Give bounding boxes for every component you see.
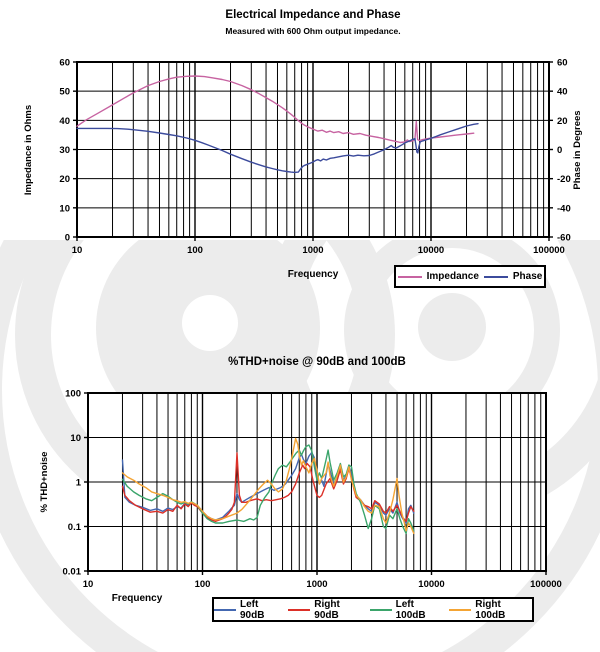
y-tick-label: 0.1 [67,522,81,533]
chart1-legend [394,265,546,288]
x-tick-label: 1000 [306,579,328,590]
chart2-x-axis-title: Frequency [111,593,163,604]
chart2-y-axis-title: % THD+noise [39,451,50,513]
left-90db-legend-label: Left 90dB [240,598,265,621]
y-tick-label: 10 [70,433,81,444]
x-tick-label: 100000 [533,245,565,256]
chart1-y-right-axis-title: Phase in Degrees [572,110,583,190]
y-right-tick-label: 20 [557,115,568,127]
phase-legend-swatch [484,276,508,278]
chart2-legend [212,597,534,622]
y-tick-label: 1 [75,477,81,489]
y-right-tick-label: -20 [557,174,571,186]
chart1-x-axis-title: Frequency [287,269,339,280]
x-tick-label: 10000 [418,579,445,590]
x-tick-label: 100000 [530,579,562,590]
y-tick-label: 10 [59,203,70,215]
chart1-title: Electrical Impedance and Phase [225,9,401,21]
left-100db-legend-swatch [370,609,392,611]
y-right-tick-label: -40 [557,203,571,215]
x-tick-label: 1000 [302,245,324,256]
y-tick-label: 0 [64,232,70,244]
chart1-subtitle: Measured with 600 Ohm output impedance. [225,26,401,36]
y-right-tick-label: 40 [557,86,568,98]
chart1-y-left-axis-title: Impedance in Ohms [23,104,34,196]
y-tick-label: 100 [65,388,81,400]
x-tick-label: 10 [82,579,94,590]
phase-legend-label: Phase [512,271,543,282]
chart2-title: %THD+noise @ 90dB and 100dB [228,356,406,368]
left-100db-legend-label: Left 100dB [395,598,426,621]
y-tick-label: 60 [59,57,70,69]
right-90db-legend-swatch [288,609,310,611]
x-tick-label: 10000 [417,245,445,256]
impedance-legend-label: Impedance [426,271,479,282]
right-100db-legend-label: Right 100dB [475,598,506,621]
y-tick-label: 40 [59,115,70,127]
x-tick-label: 100 [187,245,203,256]
y-tick-label: 30 [59,145,70,156]
y-right-tick-label: -60 [557,232,571,244]
impedance-legend-swatch [398,276,422,278]
y-right-tick-label: 0 [557,145,563,156]
y-right-tick-label: 60 [557,57,568,69]
right-100db-legend-swatch [449,609,471,611]
x-tick-label: 100 [194,579,211,590]
y-tick-label: 20 [59,174,70,186]
x-tick-label: 10 [71,245,83,256]
y-tick-label: 0.01 [62,566,81,578]
left-90db-legend-swatch [214,609,236,611]
y-tick-label: 50 [59,86,70,98]
right-90db-legend-label: Right 90dB [314,598,340,621]
